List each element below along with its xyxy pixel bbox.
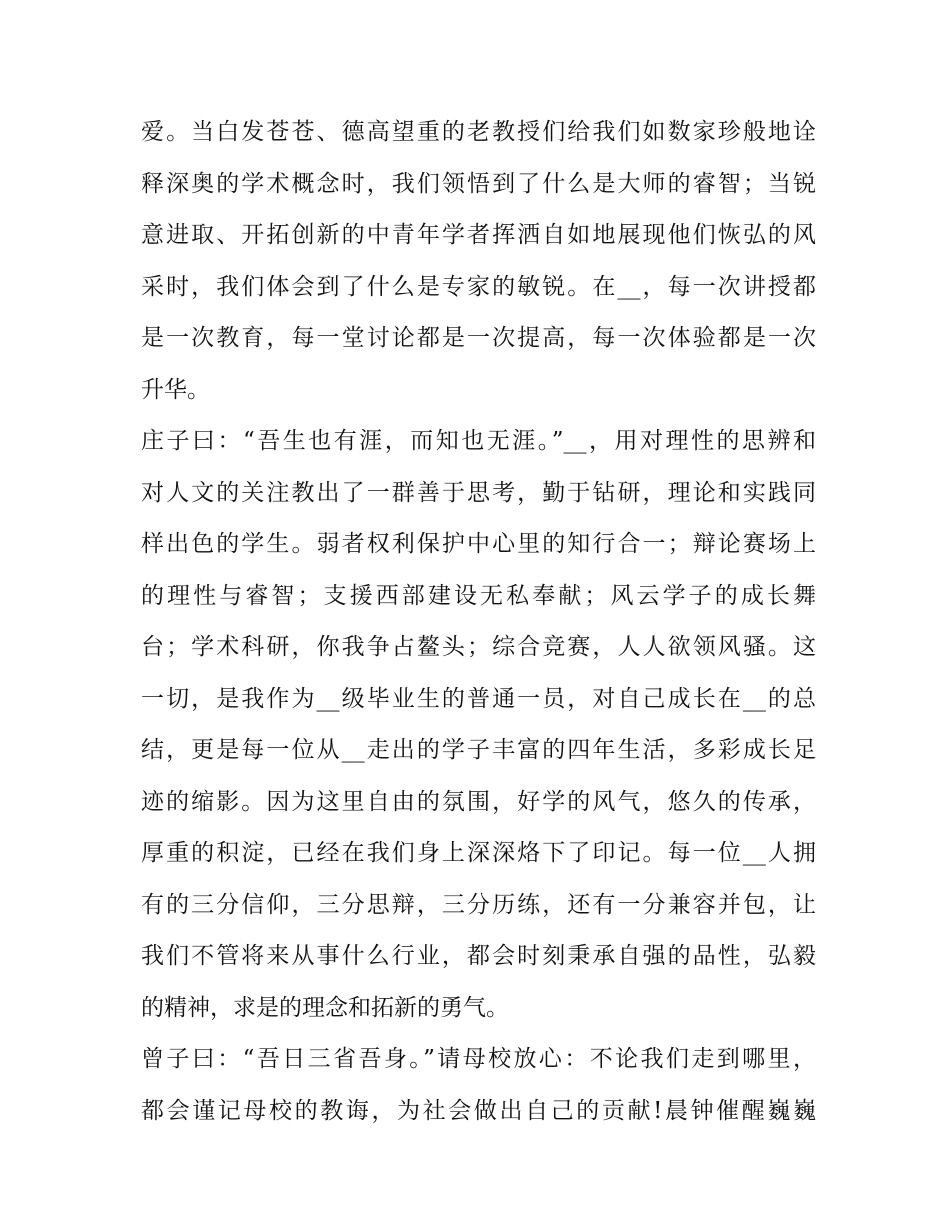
text-line: 曾子曰：“吾日三省吾身。”请母校放心：不论我们走到哪里， xyxy=(141,1046,816,1072)
text-line: 对人文的关注教出了一群善于思考，勤于钻研，理论和实践同 xyxy=(141,479,816,506)
paragraph-2 xyxy=(141,416,816,1034)
text-line: 一切，是我作为__级毕业生的普通一员，对自己成长在__的总 xyxy=(141,685,816,712)
text-line: 结，更是每一位从__走出的学子丰富的四年生活，多彩成长足 xyxy=(141,737,816,763)
paragraph-1 xyxy=(141,107,816,416)
body-text xyxy=(141,107,816,1137)
paragraph-3 xyxy=(141,1034,816,1137)
text-line: 我们不管将来从事什么行业，都会时刻秉承自强的品性，弘毅 xyxy=(141,943,816,969)
text-line: 都会谨记母校的教诲，为社会做出自己的贡献!晨钟催醒巍巍 xyxy=(141,1097,816,1124)
text-line: 样出色的学生。弱者权利保护中心里的知行合一；辩论赛场上 xyxy=(141,531,816,557)
text-line: 台；学术科研，你我争占鳌头；综合竞赛，人人欲领风骚。这 xyxy=(141,634,816,660)
text-line: 厚重的积淀，已经在我们身上深深烙下了印记。每一位__人拥 xyxy=(141,840,816,866)
text-line: 是一次教育，每一堂讨论都是一次提高，每一次体验都是一次 xyxy=(141,325,816,351)
text-line: 庄子曰：“吾生也有涯，而知也无涯。”__，用对理性的思辨和 xyxy=(141,428,816,454)
text-line: 意进取、开拓创新的中青年学者挥洒自如地展现他们恢弘的风 xyxy=(141,222,816,248)
text-line: 爱。当白发苍苍、德高望重的老教授们给我们如数家珍般地诠 xyxy=(141,119,816,145)
text-line: 的理性与睿智；支援西部建设无私奉献；风云学子的成长舞 xyxy=(141,582,816,609)
text-line: 释深奥的学术概念时，我们领悟到了什么是大师的睿智；当锐 xyxy=(141,170,816,197)
text-line: 迹的缩影。因为这里自由的氛围，好学的风气，悠久的传承， xyxy=(141,788,816,815)
text-line: 有的三分信仰，三分思辩，三分历练，还有一分兼容并包，让 xyxy=(141,891,816,918)
text-line: 升华。 xyxy=(141,376,210,403)
text-line: 采时，我们体会到了什么是专家的敏锐。在__，每一次讲授都 xyxy=(141,273,816,300)
text-line: 的精神，求是的理念和拓新的勇气。 xyxy=(141,994,509,1021)
